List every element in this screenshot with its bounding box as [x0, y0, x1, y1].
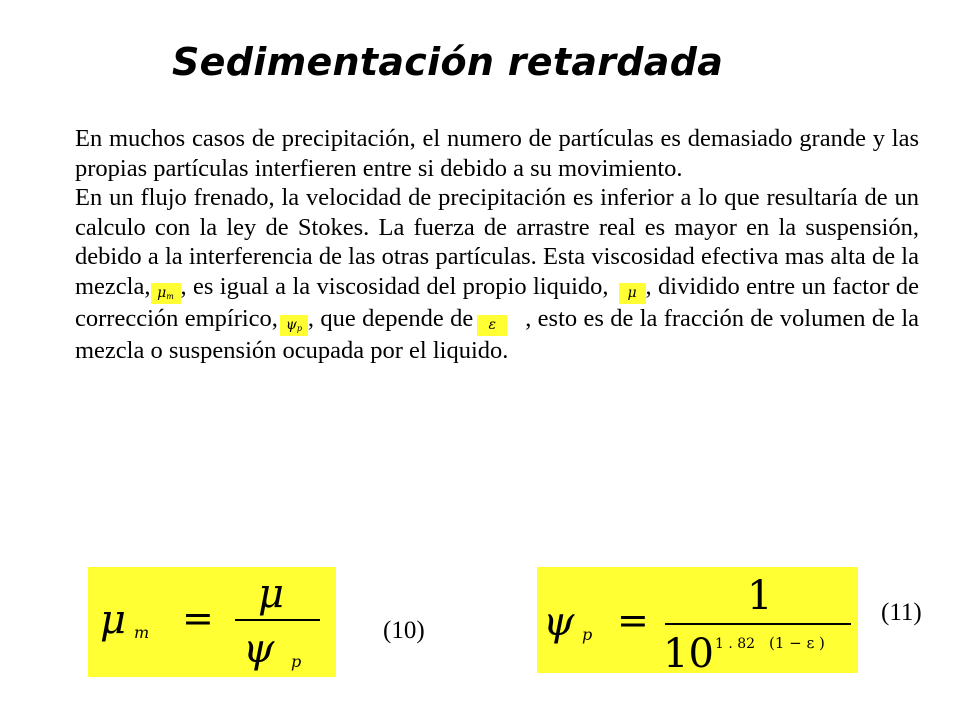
eq11-exponent-factor: (1 − ε ) [769, 634, 825, 652]
paragraph-2-part-1: En un flujo frenado, la velocidad de precipitación es inferior a lo que resultaría de un calculo con la ley de Stokes. La fuerza de arrastre real es mayor en la suspensión, debido a la interferencia de las otras partículas. Esta viscosidad efectiva mas alta de la mezcla, [75, 184, 919, 300]
eq10-lhs-symbol: μ [100, 597, 126, 643]
eq10-denominator-sub: p [291, 652, 302, 671]
eq11-lhs-symbol: ψ [543, 599, 575, 645]
psi-p-symbol-main: ψ [285, 316, 297, 333]
psi-p-symbol-sub: p [296, 323, 302, 333]
paragraph-2-part-5: , esto es de la fracción de volumen de la mezcla o suspensión ocupada por el liquido. [75, 304, 919, 364]
mu-m-symbol [151, 283, 181, 304]
eq11-numerator: 1 [747, 573, 773, 619]
eq11-lhs-sub: p [582, 625, 593, 644]
paragraph-2-part-2: , es igual a la viscosidad del propio liquido, [180, 272, 609, 300]
paragraph-1: En muchos casos de precipitación, el numero de partículas es demasiado grande y las propias partículas interfieren entre si debido a su movimiento. [75, 125, 919, 182]
eq11-base: 10 [663, 631, 714, 673]
mu-m-symbol-main: μ [157, 284, 167, 301]
paragraph-2-part-3: , dividido entre un factor de corrección empírico, [75, 272, 919, 332]
mu-symbol: μ [619, 283, 646, 304]
equation-11-box [537, 567, 858, 673]
eq11-exponent-coef: 1 . 82 [715, 636, 756, 652]
equation-10-svg [88, 567, 336, 677]
psi-p-symbol [280, 315, 308, 336]
equation-10-box [88, 567, 336, 677]
page-title: Sedimentación retardada [172, 40, 724, 84]
equation-11-svg [537, 567, 858, 673]
body-text [75, 124, 919, 366]
paragraph-2 [75, 183, 919, 365]
eq10-numerator: μ [258, 571, 284, 617]
equation-10-label: (10) [383, 617, 425, 644]
paragraph-2-part-4: , que depende de [307, 304, 474, 332]
eq10-denominator: ψ [243, 626, 275, 672]
eq11-equals: = [617, 598, 649, 642]
epsilon-symbol: ε [477, 315, 507, 336]
eq10-equals: = [182, 596, 214, 640]
equation-11-label: (11) [881, 599, 922, 626]
eq10-lhs-sub: m [134, 623, 150, 642]
mu-m-symbol-sub: m [166, 291, 174, 301]
